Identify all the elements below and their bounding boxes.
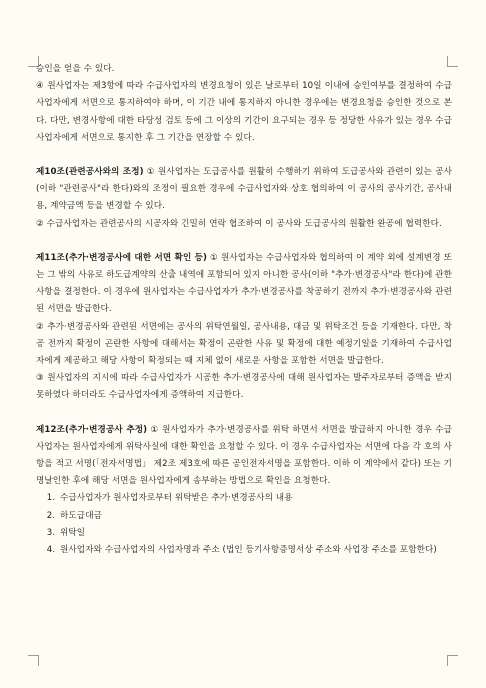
list-item: 4. 원사업자와 수급사업자의 사업자명과 주소 (법인 등기사항증명서상 주소와 사업장 주소를 포함한다) (58, 542, 452, 559)
article-title: 제11조(추가·변경공사에 대한 서면 확인 등) (36, 252, 208, 263)
crop-mark-bottom-left (28, 655, 39, 666)
paragraph: ② 수급사업자는 관련공사의 시공자와 긴밀히 연락 협조하여 이 공사와 도급공사의 원활한 완공에 협력한다. (36, 218, 442, 229)
paragraph: ④ 원사업자는 제3항에 따라 수급사업자의 변경요청이 있은 날로부터 10일 이내에 승인여부를 결정하여 수급사업자에게 서면으로 통지하여야 하며, 이 기간 내에 통지하지 아니한 경우에는 변경요청을 승인한 것으로 본다. 다만, 변경사항에 대한 타당성 검토 등에 그 이상의 기간이 요구되는 경우 등 정당한 사유가 있는 경우 수급사업자에게 서면으로 통지한 후 그 기간을 연장할 수 있다. (36, 81, 452, 143)
article-title: 제10조(관련공사와의 조정) (36, 167, 144, 178)
article-10 (36, 164, 452, 216)
article-12 (36, 422, 452, 491)
spacer (36, 233, 452, 250)
paragraph: ② 추가·변경공사와 관련된 서면에는 공사의 위탁연월일, 공사내용, 대금 및 위탁조건 등을 기재한다. 다만, 착공 전까지 확정이 곤란한 사항에 대해서는 확정이 곤란한 사유 및 확정에 대한 예정기일을 기재하여 수급사업자에게 제공하고 해당 사항이 확정되는 때 지체 없이 새로운 사항을 포함한 서면을 발급한다. (36, 321, 452, 367)
crop-mark-bottom-right (447, 655, 458, 666)
list-item: 2. 하도급대금 (58, 508, 452, 525)
spacer (36, 405, 452, 422)
article-11 (36, 250, 452, 319)
paragraph: ① 원사업자는 수급사업자와 협의하여 이 계약 외에 설계변경 또는 그 밖의 사유로 하도급계약의 산출 내역에 포함되어 있지 아니한 공사(이하 "추가·변경공사"라 한다)에 관한 사항을 결정한다. 이 경우에 원사업자는 수급사업자가 추가·변경공사를 착공하기 전까지 추가·변경공사와 관련된 서면을 발급한다. (36, 252, 452, 315)
list-item: 3. 위탁일 (58, 525, 452, 542)
paragraph: ① 원사업자가 추가·변경공사를 위탁 하면서 서면을 발급하지 아니한 경우 수급사업자는 원사업자에게 위탁사실에 대한 확인을 요청할 수 있다. 이 경우 수급사업자는 서면에 다음 각 호의 사항을 적고 서명(「전자서명법」 제2조 제3호에 따른 공인전자서명을 포함한다. 이하 이 계약에서 같다) 또는 기명날인한 후에 해당 서면을 원사업자에게 송부하는 방법으로 확인을 요청한다. (36, 424, 452, 487)
document-body (36, 61, 452, 559)
item-list (36, 490, 452, 559)
article-title: 제12조(추가·변경공사 추정) (36, 424, 148, 435)
spacer (36, 147, 452, 164)
list-item: 1. 수급사업자가 원사업자로부터 위탁받은 추가·변경공사의 내용 (58, 490, 452, 507)
paragraph: 승인을 얻을 수 있다. (36, 64, 115, 74)
paragraph: ③ 원사업자의 지시에 따라 수급사업자가 시공한 추가·변경공사에 대해 원사업자는 발주자로부터 증액을 받지 못하였다 하더라도 수급사업자에게 증액하여 지급한다. (36, 373, 452, 401)
paragraph: ① 원사업자는 도급공사를 원활히 수행하기 위하여 도급공사와 관련이 있는 공사(이하 "관련공사"라 한다)와의 조정이 필요한 경우에 수급사업자와 상호 협의하여 이 공사의 공사기간, 공사내용, 계약금액 등을 변경할 수 있다. (36, 167, 452, 212)
